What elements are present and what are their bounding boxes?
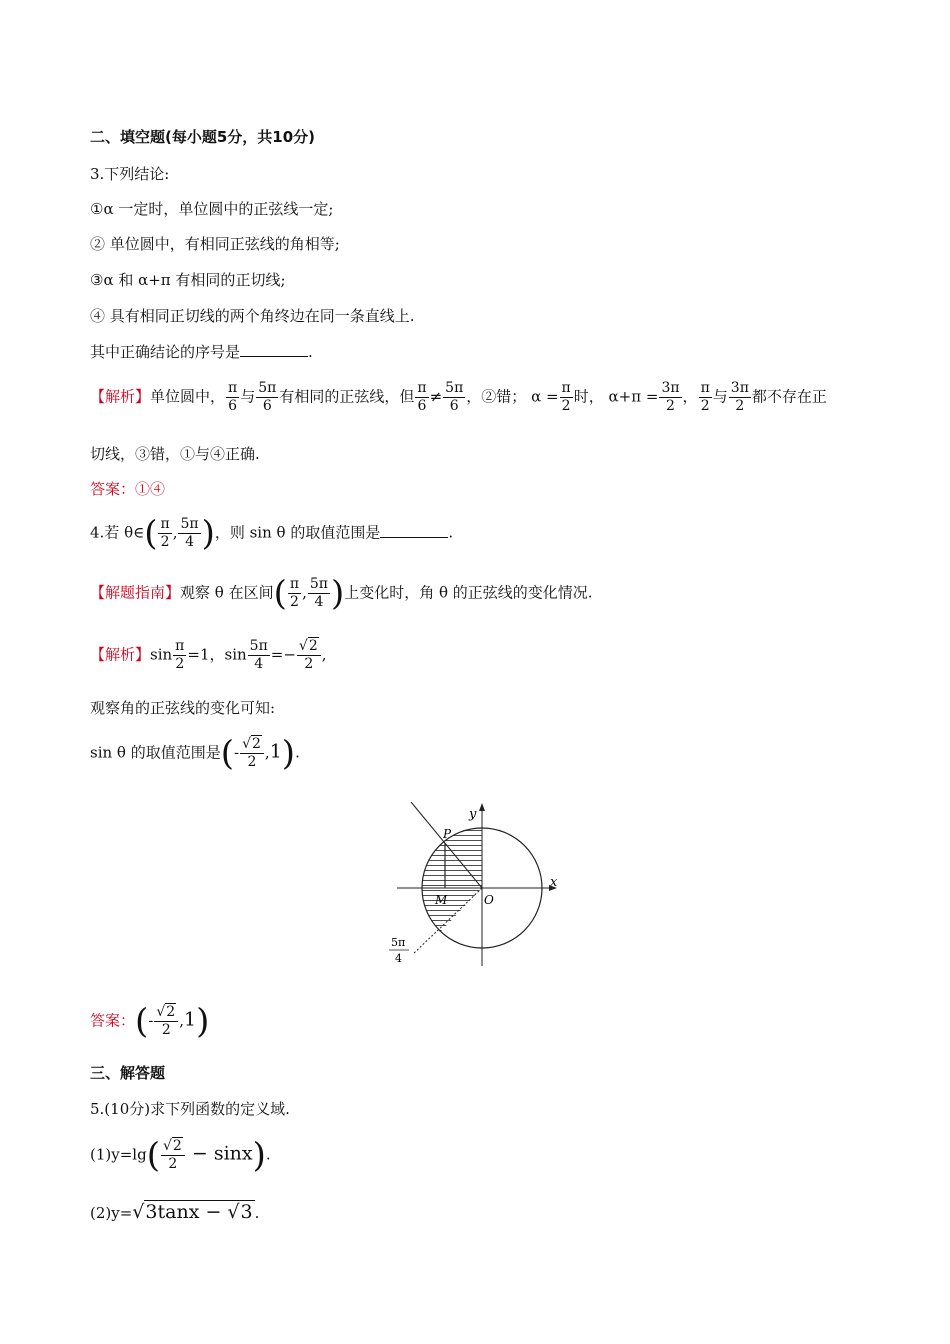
fraction: $\frac{3\pi}{2}$ [730, 380, 749, 414]
angle-label-den: 4 [395, 952, 402, 965]
fraction: $\frac{5\pi}{6}$ [258, 380, 277, 414]
q5-stem: 5.(10分)求下列函数的定义域. [90, 1100, 290, 1118]
q3-question: 其中正确结论的序号是 . [90, 343, 313, 361]
section-title-fill-in: 二、填空题(每小题5分，共10分) [90, 128, 316, 146]
q4-stem: 4.若 θ∈( $\frac{\pi}{2}$ , $\frac{5\pi}{4}$ )，则 sin θ 的取值范围是 . [90, 513, 454, 554]
q4-hint: 【解题指南】观察 θ 在区间( $\frac{\pi}{2}$ , $\frac{5\pi}{4}$ )上变化时，角 θ 的正弦线的变化情况. [90, 573, 593, 614]
fraction: $\frac{\pi}{2}$ [561, 380, 571, 414]
q4-analysis: 【解析】sin $\frac{\pi}{2}$ =1，sin $\frac{5\pi}{4}$ =− $\frac{√2}{2}$ , [90, 638, 327, 672]
answer-blank [240, 342, 308, 357]
answer-blank [380, 523, 448, 538]
q5-part2: (2)y=√3tanx − √3 . [90, 1201, 260, 1223]
label-o: O [484, 893, 494, 907]
q3-analysis-line2: 切线，③错，①与④正确. [90, 445, 260, 463]
q3-stem: 3.下列结论: [90, 165, 170, 183]
y-axis-arrow [479, 803, 485, 811]
q3-item-2: ② 单位圆中，有相同正弦线的角相等; [90, 235, 340, 253]
q4-answer: 答案：(- $\frac{√2}{2}$ ,1) [90, 1001, 210, 1042]
q3-item-4: ④ 具有相同正切线的两个角终边在同一条直线上. [90, 307, 415, 325]
fraction: $\frac{3\pi}{2}$ [661, 380, 680, 414]
q3-analysis: 【解析】单位圆中， $\frac{\pi}{6}$ 与 $\frac{5\pi}{6}$ 有相同的正弦线，但 $\frac{\pi}{6}$ ≠ $\frac{5\pi}{6}$ ，②错； α = $\frac{\pi}{2}$ 时， α+π = $\frac{3\pi}{2}$ ， $\frac{\pi}{2}$ 与 $\frac{3\pi}{2}$ 都不存在正 [90, 380, 827, 414]
fraction: $\frac{\pi}{6}$ [228, 380, 238, 414]
q4-result: sin θ 的取值范围是(- $\frac{√2}{2}$ ,1). [90, 733, 300, 774]
q5-part1: (1)y=lg( $\frac{√2}{2}$ − sinx). [90, 1135, 271, 1176]
analysis-tag: 【解析】 [90, 645, 151, 664]
q3-item-1: ①α 一定时，单位圆中的正弦线一定; [90, 200, 334, 218]
section-title-answer: 三、解答题 [90, 1064, 166, 1082]
unit-circle-figure [385, 798, 565, 970]
label-x: x [550, 875, 558, 890]
angle-label-num: 5π [391, 936, 406, 949]
analysis-tag: 【解析】 [90, 387, 151, 406]
label-m: M [435, 893, 448, 907]
label-y: y [469, 807, 477, 822]
fraction: $\frac{\pi}{6}$ [417, 380, 427, 414]
hint-tag: 【解题指南】 [90, 583, 181, 602]
q3-item-3: ③α 和 α+π 有相同的正切线; [90, 271, 286, 289]
q4-observe: 观察角的正弦线的变化可知: [90, 699, 276, 717]
fraction: $\frac{5\pi}{6}$ [445, 380, 464, 414]
q3-answer: 答案：①④ [90, 480, 166, 498]
label-p: P [443, 827, 452, 841]
fraction: $\frac{\pi}{2}$ [700, 380, 710, 414]
